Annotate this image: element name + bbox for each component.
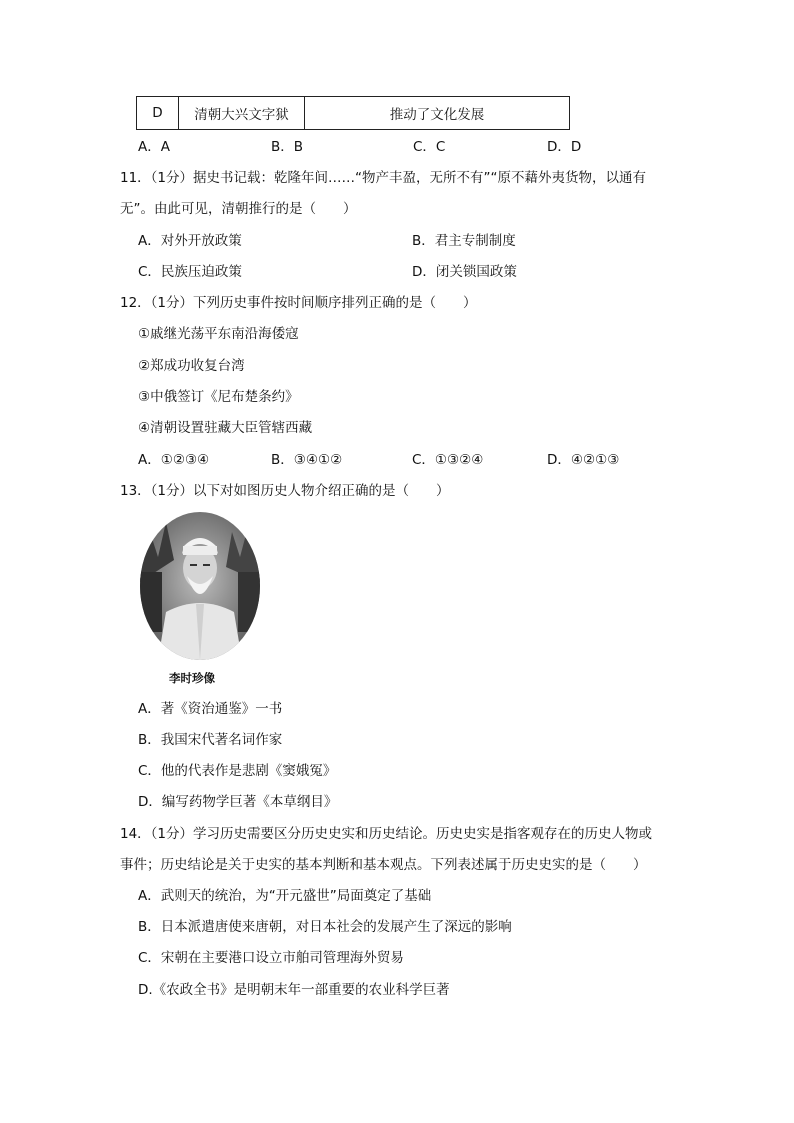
- portrait-caption: 李时珍像: [169, 671, 215, 685]
- q12-option-c[interactable]: C．①③②④: [412, 452, 484, 468]
- q14-option-b[interactable]: B．日本派遣唐使来唐朝，对日本社会的发展产生了深远的影响: [138, 919, 512, 935]
- q12-option-d[interactable]: D．④②①③: [547, 452, 620, 468]
- q10-option-d[interactable]: D．D: [547, 139, 582, 155]
- table-cell-event: 清朝大兴文字狱: [179, 97, 305, 129]
- q10-option-b[interactable]: B．B: [271, 139, 304, 155]
- q12-option-a[interactable]: A．①②③④: [138, 452, 210, 468]
- q14-stem-line1: 14．（1分）学习历史需要区分历史史实和历史结论。历史史实是指客观存在的历史人物或: [120, 826, 653, 842]
- q11-stem-line1: 11．（1分）据史书记载：乾隆年间……“物产丰盈，无所不有”“原不藉外夷货物，以通有: [120, 170, 646, 186]
- q12-option-b[interactable]: B．③④①②: [271, 452, 343, 468]
- q12-event-4: ④清朝设置驻藏大臣管辖西藏: [138, 420, 313, 436]
- q12-stem: 12．（1分）下列历史事件按时间顺序排列正确的是（ ）: [120, 295, 477, 311]
- q13-stem: 13．（1分）以下对如图历史人物介绍正确的是（ ）: [120, 483, 450, 499]
- q13-option-d[interactable]: D．编写药物学巨著《本草纲目》: [138, 794, 338, 810]
- q12-event-2: ②郑成功收复台湾: [138, 358, 245, 374]
- q14-option-c[interactable]: C．宋朝在主要港口设立市舶司管理海外贸易: [138, 950, 404, 966]
- table-cell-effect: 推动了文化发展: [389, 107, 485, 123]
- answer-table-row: [136, 96, 570, 130]
- q11-option-a[interactable]: A．对外开放政策: [138, 233, 242, 249]
- q11-stem-line2: 无”。由此可见，清朝推行的是（ ）: [120, 201, 357, 217]
- li-shizhen-portrait-image: [140, 512, 260, 660]
- q10-option-c[interactable]: C．C: [413, 139, 446, 155]
- q11-option-c[interactable]: C．民族压迫政策: [138, 264, 242, 280]
- q14-option-d[interactable]: D.《农政全书》是明朝末年一部重要的农业科学巨著: [138, 982, 450, 998]
- q13-option-a[interactable]: A．著《资治通鉴》一书: [138, 701, 283, 717]
- q10-option-a[interactable]: A．A: [138, 139, 170, 155]
- q14-stem-line2: 事件；历史结论是关于史实的基本判断和基本观点。下列表述属于历史史实的是（ ）: [120, 857, 647, 873]
- table-cell-option: D: [137, 97, 179, 129]
- q13-option-c[interactable]: C．他的代表作是悲剧《窦娥冤》: [138, 763, 337, 779]
- q12-event-1: ①戚继光荡平东南沿海倭寇: [138, 326, 299, 342]
- q12-event-3: ③中俄签订《尼布楚条约》: [138, 389, 299, 405]
- q13-option-b[interactable]: B．我国宋代著名词作家: [138, 732, 283, 748]
- q11-option-d[interactable]: D．闭关锁国政策: [412, 264, 517, 280]
- q11-option-b[interactable]: B．君主专制制度: [412, 233, 516, 249]
- q14-option-a[interactable]: A．武则天的统治，为“开元盛世”局面奠定了基础: [138, 888, 432, 904]
